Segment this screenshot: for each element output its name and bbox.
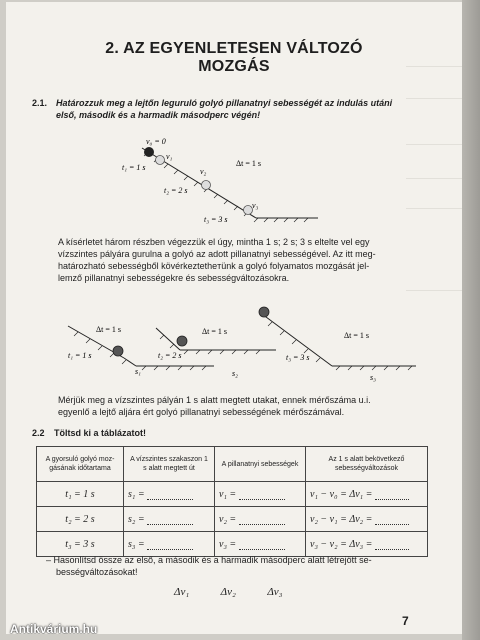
compare-terms: [174, 586, 283, 598]
label-dt: Δt = 1 s: [236, 159, 261, 168]
page-number: 7: [402, 614, 409, 628]
chapter-title-line1: 2. AZ EGYENLETESEN VÁLTOZÓ: [105, 40, 363, 57]
compare-dv2: Δv₂: [220, 586, 236, 598]
question-2-1-text: Határozzuk meg a lejtőn leguruló golyó pillanatnyi sebességét az indulás utáni első, második és a harmadik másodperc végén!: [56, 98, 393, 120]
header-velocity: A pillanatnyi sebességek: [215, 447, 306, 482]
dv3-blank[interactable]: v₃ − v₂ = Δv₃ =: [306, 532, 428, 557]
textbook-page: [6, 2, 462, 634]
ball-run-2: [177, 336, 187, 346]
compare-instruction: – Hasonlítsd össze az első, a második és a harmadik másodperc alatt létrejött se- bességváltozásokat!: [46, 555, 372, 577]
label-v2: v₂: [200, 167, 207, 176]
ball-run-1: [113, 346, 123, 356]
compare-dv1: Δv₁: [174, 586, 190, 598]
results-table: [36, 446, 428, 557]
ball-1s: [156, 156, 165, 165]
run3-s3: s₃: [370, 373, 376, 382]
run2-dt: Δt = 1 s: [202, 327, 227, 336]
dv1-blank[interactable]: v₁ − v₀ = Δv₁ =: [306, 482, 428, 507]
chapter-title-line2: MOZGÁS: [198, 58, 270, 75]
measurement-instruction: Mérjük meg a vízszintes pályán 1 s alatt megtett utakat, ennek mérőszáma u.i. egyenlő a lejtő aljára ért golyó pillanatnyi sebességének mérőszámával.: [58, 395, 371, 417]
question-2-1-number: 2.1.: [32, 98, 48, 108]
ball-start: [144, 147, 154, 157]
v3-blank[interactable]: v₃ =: [215, 532, 306, 557]
label-v1: v₁: [166, 152, 173, 161]
label-v3: v₃: [252, 201, 259, 210]
v1-blank[interactable]: v₁ =: [215, 482, 306, 507]
experiment-description: A kísérletet három részben végezzük el úgy, mintha 1 s; 2 s; 3 s eltelte vel egy vízszintes pályára gurulna a golyó az adott pillanatnyi sebességével. Az itt meg- határozható sebességből kövérkeztetheтünk a golyó folyamatos mozgását jel- lemző pillanatnyi sebességekre és sebességváltozásokra.: [58, 237, 376, 283]
background-page-edge: [462, 0, 480, 640]
ball-run-3: [259, 307, 269, 317]
dv2-blank[interactable]: v₂ − v₁ = Δv₂ =: [306, 507, 428, 532]
label-t2: t₂ = 2 s: [164, 186, 188, 195]
run3-t3: t₃ = 3 s: [286, 353, 310, 362]
run2-t2: t₂ = 2 s: [158, 351, 182, 360]
s1-blank[interactable]: s₁ =: [124, 482, 215, 507]
compare-dv3: Δv₃: [267, 586, 283, 598]
ball-2s: [202, 181, 211, 190]
run1-s1: s₁: [135, 367, 141, 376]
s3-blank[interactable]: s₃ =: [124, 532, 215, 557]
question-2-2-text: Töltsd ki a táblázatot!: [54, 428, 147, 438]
header-duration: A gyorsuló golyó moz-gásának időtartama: [37, 447, 124, 482]
label-t1: t₁ = 1 s: [122, 163, 146, 172]
question-2-2-number: 2.2: [32, 428, 45, 438]
header-distance: A vízszintes szakaszon 1 s alatt megtett út: [124, 447, 215, 482]
run1-t1: t₁ = 1 s: [68, 351, 92, 360]
run1-dt: Δt = 1 s: [96, 325, 121, 334]
table-row: t₁ = 1 s s₁ = v₁ = v₁ − v₀ = Δv₁ =: [37, 482, 428, 507]
run2-s2: s₂: [232, 369, 238, 378]
v2-blank[interactable]: v₂ =: [215, 507, 306, 532]
s2-blank[interactable]: s₂ =: [124, 507, 215, 532]
label-v0: v₀ = 0: [146, 137, 166, 146]
header-velocity-change: Az 1 s alatt bekövetkező sebességváltozások: [306, 447, 428, 482]
label-t3: t₃ = 3 s: [204, 215, 228, 224]
watermark: Antikvárium.hu: [10, 622, 98, 634]
run3-dt: Δt = 1 s: [344, 331, 369, 340]
table-row: t₃ = 3 s s₃ = v₃ = v₃ − v₂ = Δv₃ =: [37, 532, 428, 557]
table-row: t₂ = 2 s s₂ = v₂ = v₂ − v₁ = Δv₂ =: [37, 507, 428, 532]
